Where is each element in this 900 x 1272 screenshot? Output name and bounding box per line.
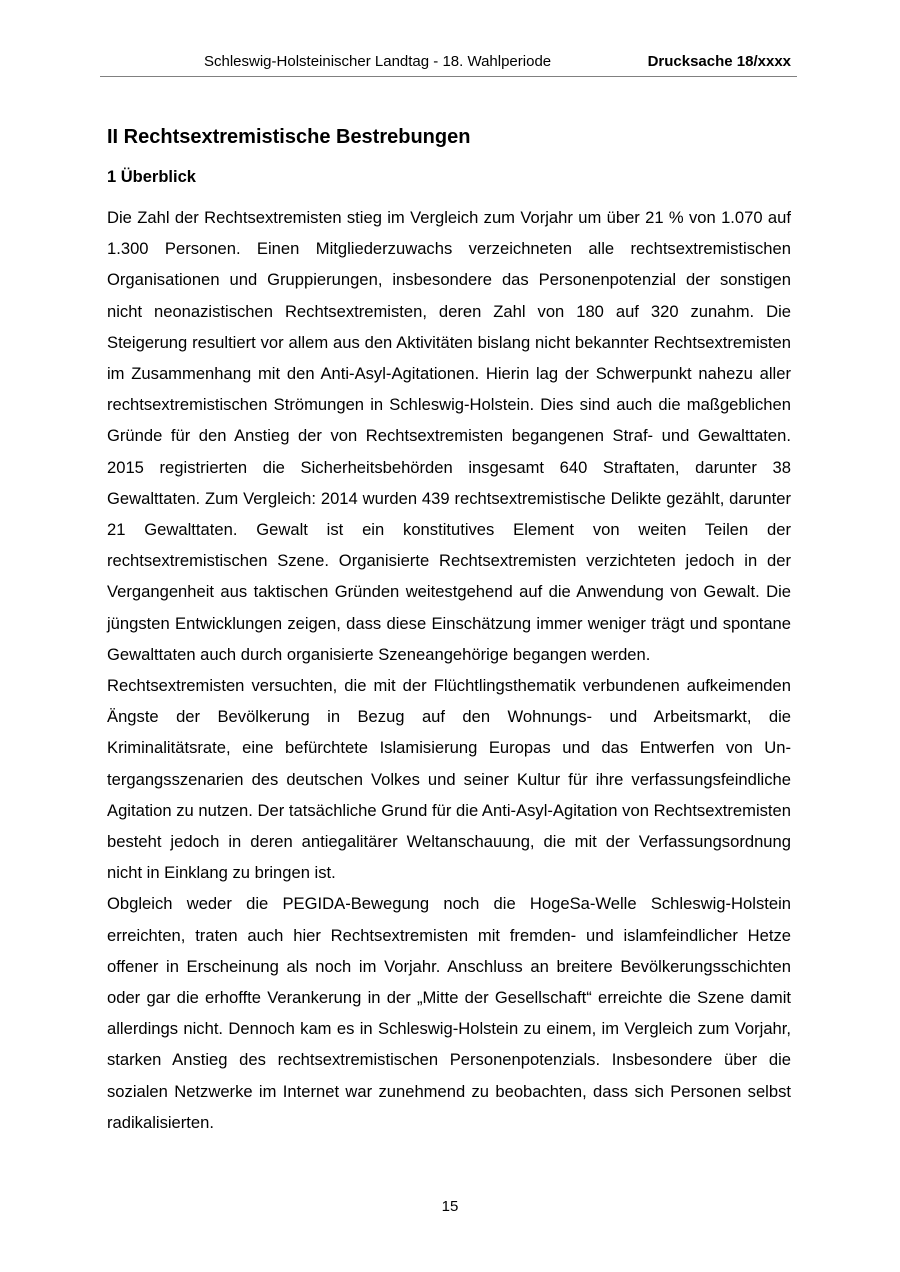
paragraph: Die Zahl der Rechtsextremisten stieg im Vergleich zum Vorjahr um über 21 % von 1.070 auf 1.300 Personen. Einen Mitgliederzuwachs verzeichneten alle rechtsextremistischen Organisationen und Gruppierungen, insbesondere das Personenpotenzial der sonstigen nicht neonazistischen Rechtsextremisten, deren Zahl von 180 auf 320 zunahm. Die Steigerung resultiert vor allem aus den Aktivitäten bislang nicht bekannter Rechtsextremisten im Zusammenhang mit den Anti-Asyl-Agitationen. Hierin lag der Schwerpunkt nahezu aller rechtsextremistischen Strömungen in Schleswig-Holstein. Dies sind auch die maßgeblichen Gründe für den Anstieg der von Rechtsextremisten begangenen Straf- und Gewalttaten. 2015 registrierten die Sicherheitsbehörden insgesamt 640 Straftaten, darunter 38 Gewalttaten. Zum Vergleich: 2014 wurden 439 rechtsextremistische Delikte gezählt, darunter 21 Gewalttaten. Gewalt ist ein konstitutives Element von weiten Teilen der rechtsextremistischen Szene. Organisierte Rechtsextremisten verzichteten jedoch in der Vergangenheit aus taktischen Gründen weitestgehend auf die Anwendung von Gewalt. Die jüngsten Entwicklungen zeigen, dass diese Einschätzung immer weniger trägt und spontane Gewalttaten auch durch organisierte Szeneangehörige begangen werden. <box>107 208 791 664</box>
page-number: 15 <box>441 1198 459 1215</box>
subsection-title: 1 Überblick <box>107 168 196 186</box>
section-title: II Rechtsextremistische Bestrebungen <box>107 126 471 148</box>
paragraph: Obgleich weder die PEGIDA-Bewegung noch die HogeSa-Welle Schleswig-Holstein erreichten, traten auch hier Rechtsextremisten mit fremden- und islamfeindlicher Hetze offener in Erscheinung als noch im Vorjahr. Anschluss an breitere Bevölkerungsschichten oder gar die erhoffte Verankerung in der „Mitte der Gesellschaft“ erreichte die Szene damit allerdings nicht. Dennoch kam es in Schleswig-Holstein zu einem, im Vergleich zum Vorjahr, starken Anstieg des rechtsextremistischen Personenpotenzials. Insbesondere über die sozialen Netzwerke im Internet war zunehmend zu beobachten, dass sich Personen selbst radikalisierten. <box>107 894 791 1132</box>
paragraph: Rechtsextremisten versuchten, die mit der Flüchtlingsthematik verbundenen aufkeimenden Ängste der Bevölkerung in Bezug auf den Wohnungs- und Arbeitsmarkt, die Kriminalitätsrate, eine befürchtete Islamisierung Europas und das Entwerfen von Untergangsszenarien des deutschen Volkes und seiner Kultur für ihre verfassungsfeindliche Agitation zu nutzen. Der tatsächliche Grund für die Anti-Asyl-Agitation von Rechtsextremisten besteht jedoch in deren antiegalitärer Weltanschauung, die mit der Verfassungsordnung nicht in Einklang zu bringen ist. <box>107 676 791 883</box>
header-title: Schleswig-Holsteinischer Landtag - 18. Wahlperiode <box>204 53 552 70</box>
page-header <box>100 52 797 77</box>
document-number: Drucksache 18/xxxx <box>647 53 791 70</box>
body-text <box>107 202 791 1138</box>
